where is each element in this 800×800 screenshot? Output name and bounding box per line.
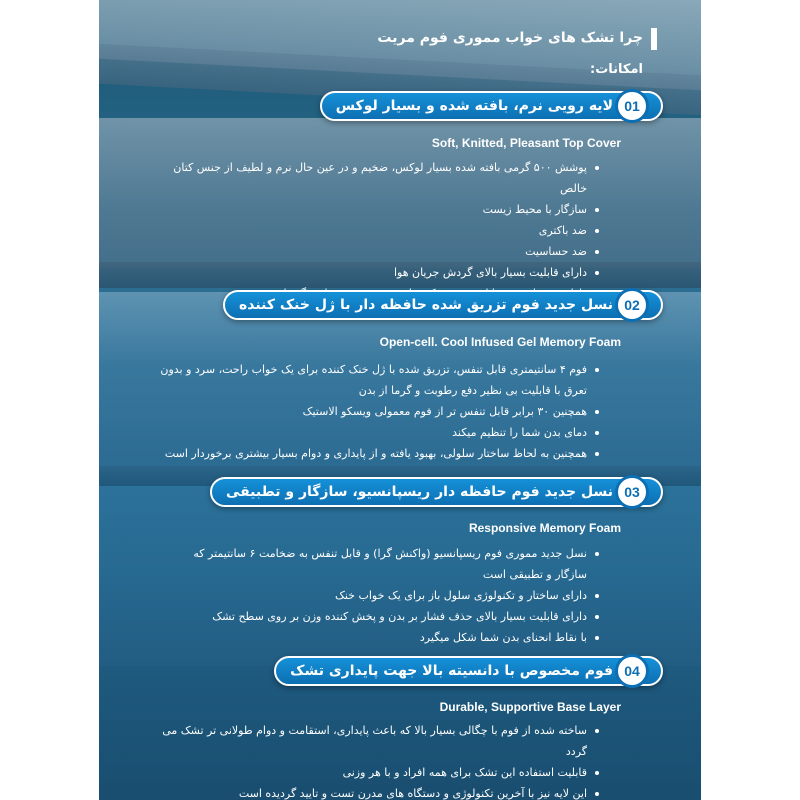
section-4-bullets [159, 720, 599, 800]
section-1-pill [320, 91, 663, 121]
mattress-features-poster [99, 0, 701, 800]
section-1-bullets [159, 157, 599, 304]
section-2-subtitle: Open-cell. Cool Infused Gel Memory Foam [379, 335, 621, 349]
bullet-item: فوم ۴ سانتیمتری قابل تنفس، تزریق شده با ژل خنک کننده برای یک خواب راحت، سرد و بدون تعرق با قابلیت بی نظیر دفع رطوبت و گرما از بدن [159, 359, 599, 401]
bullet-item: دارای ساختار و تکنولوژی سلول باز برای یک خواب خنک [159, 585, 599, 606]
bullet-item: دارای قابلیت بسیار بالای گردش جریان هوا [159, 262, 599, 283]
page-title: چرا تشک های خواب مموری فوم مریت [377, 30, 643, 46]
features-label: امکانات: [590, 62, 643, 77]
bullet-item: دمای بدن شما را تنظیم میکند [159, 422, 599, 443]
section-3-subtitle: Responsive Memory Foam [468, 521, 621, 535]
section-3-title: نسل جدید فوم حافظه دار ریسپانسیو، سازگار و تطبیقی [225, 484, 613, 500]
section-3-number-badge: 03 [615, 475, 649, 509]
section-2-number-badge: 02 [615, 288, 649, 322]
bullet-item: دارای قابلیت بسیار بالای حذف فشار بر بدن و پخش کننده وزن بر روی سطح تشک [159, 606, 599, 627]
bullet-item: ضد باکتری [159, 220, 599, 241]
bullet-item: سازگار با محیط زیست [159, 199, 599, 220]
section-2-bullets [159, 359, 599, 464]
section-4-pill [274, 656, 663, 686]
bullet-item: قابلیت استفاده این تشک برای همه افراد و با هر وزنی [159, 762, 599, 783]
bullet-item: نسل جدید مموری فوم ریسپانسیو (واکنش گرا) و قابل تنفس به ضخامت ۶ سانتیمتر که سازگار و تطبیقی است [159, 543, 599, 585]
section-1-header [99, 91, 701, 121]
bullet-item: پوشش ۵۰۰ گرمی بافته شده بسیار لوکس، ضخیم و در عین حال نرم و لطیف از جنس کتان خالص [159, 157, 599, 199]
bullet-item: این لایه نیز با آخرین تکنولوژی و دستگاه های مدرن تست و تایید گردیده است [159, 783, 599, 800]
section-1-number-badge: 01 [615, 89, 649, 123]
section-4-subtitle: Durable, Supportive Base Layer [439, 700, 621, 714]
section-4-title: فوم مخصوص با دانسیته بالا جهت پایداری تشک [290, 663, 613, 679]
section-3-header [99, 477, 701, 507]
bullet-item: ساخته شده از فوم با چگالی بسیار بالا که باعث پایداری، استقامت و دوام طولانی تر تشک می گردد [159, 720, 599, 762]
section-3-pill [210, 477, 663, 507]
section-2-header [99, 290, 701, 320]
title-accent-bar [651, 28, 657, 50]
section-4-number-badge: 04 [615, 654, 649, 688]
section-1-title: لایه رویی نرم، بافته شده و بسیار لوکس [335, 98, 613, 114]
section-1-subtitle: Soft, Knitted, Pleasant Top Cover [431, 136, 621, 150]
section-3-bullets [159, 543, 599, 648]
section-2-pill [223, 290, 663, 320]
text-overlay [99, 0, 701, 800]
bullet-item: با نقاط انحنای بدن شما شکل میگیرد [159, 627, 599, 648]
bullet-item: ضد حساسیت [159, 241, 599, 262]
bullet-item: همچنین ۳۰ برابر قابل تنفس تر از فوم معمولی ویسکو الاستیک [159, 401, 599, 422]
section-4-header [99, 656, 701, 686]
bullet-item: همچنین به لحاظ ساختار سلولی، بهبود یافته و از پایداری و دوام بسیار بیشتری برخوردار است [159, 443, 599, 464]
section-2-title: نسل جدید فوم تزریق شده حافظه دار با ژل خنک کننده [239, 297, 613, 313]
